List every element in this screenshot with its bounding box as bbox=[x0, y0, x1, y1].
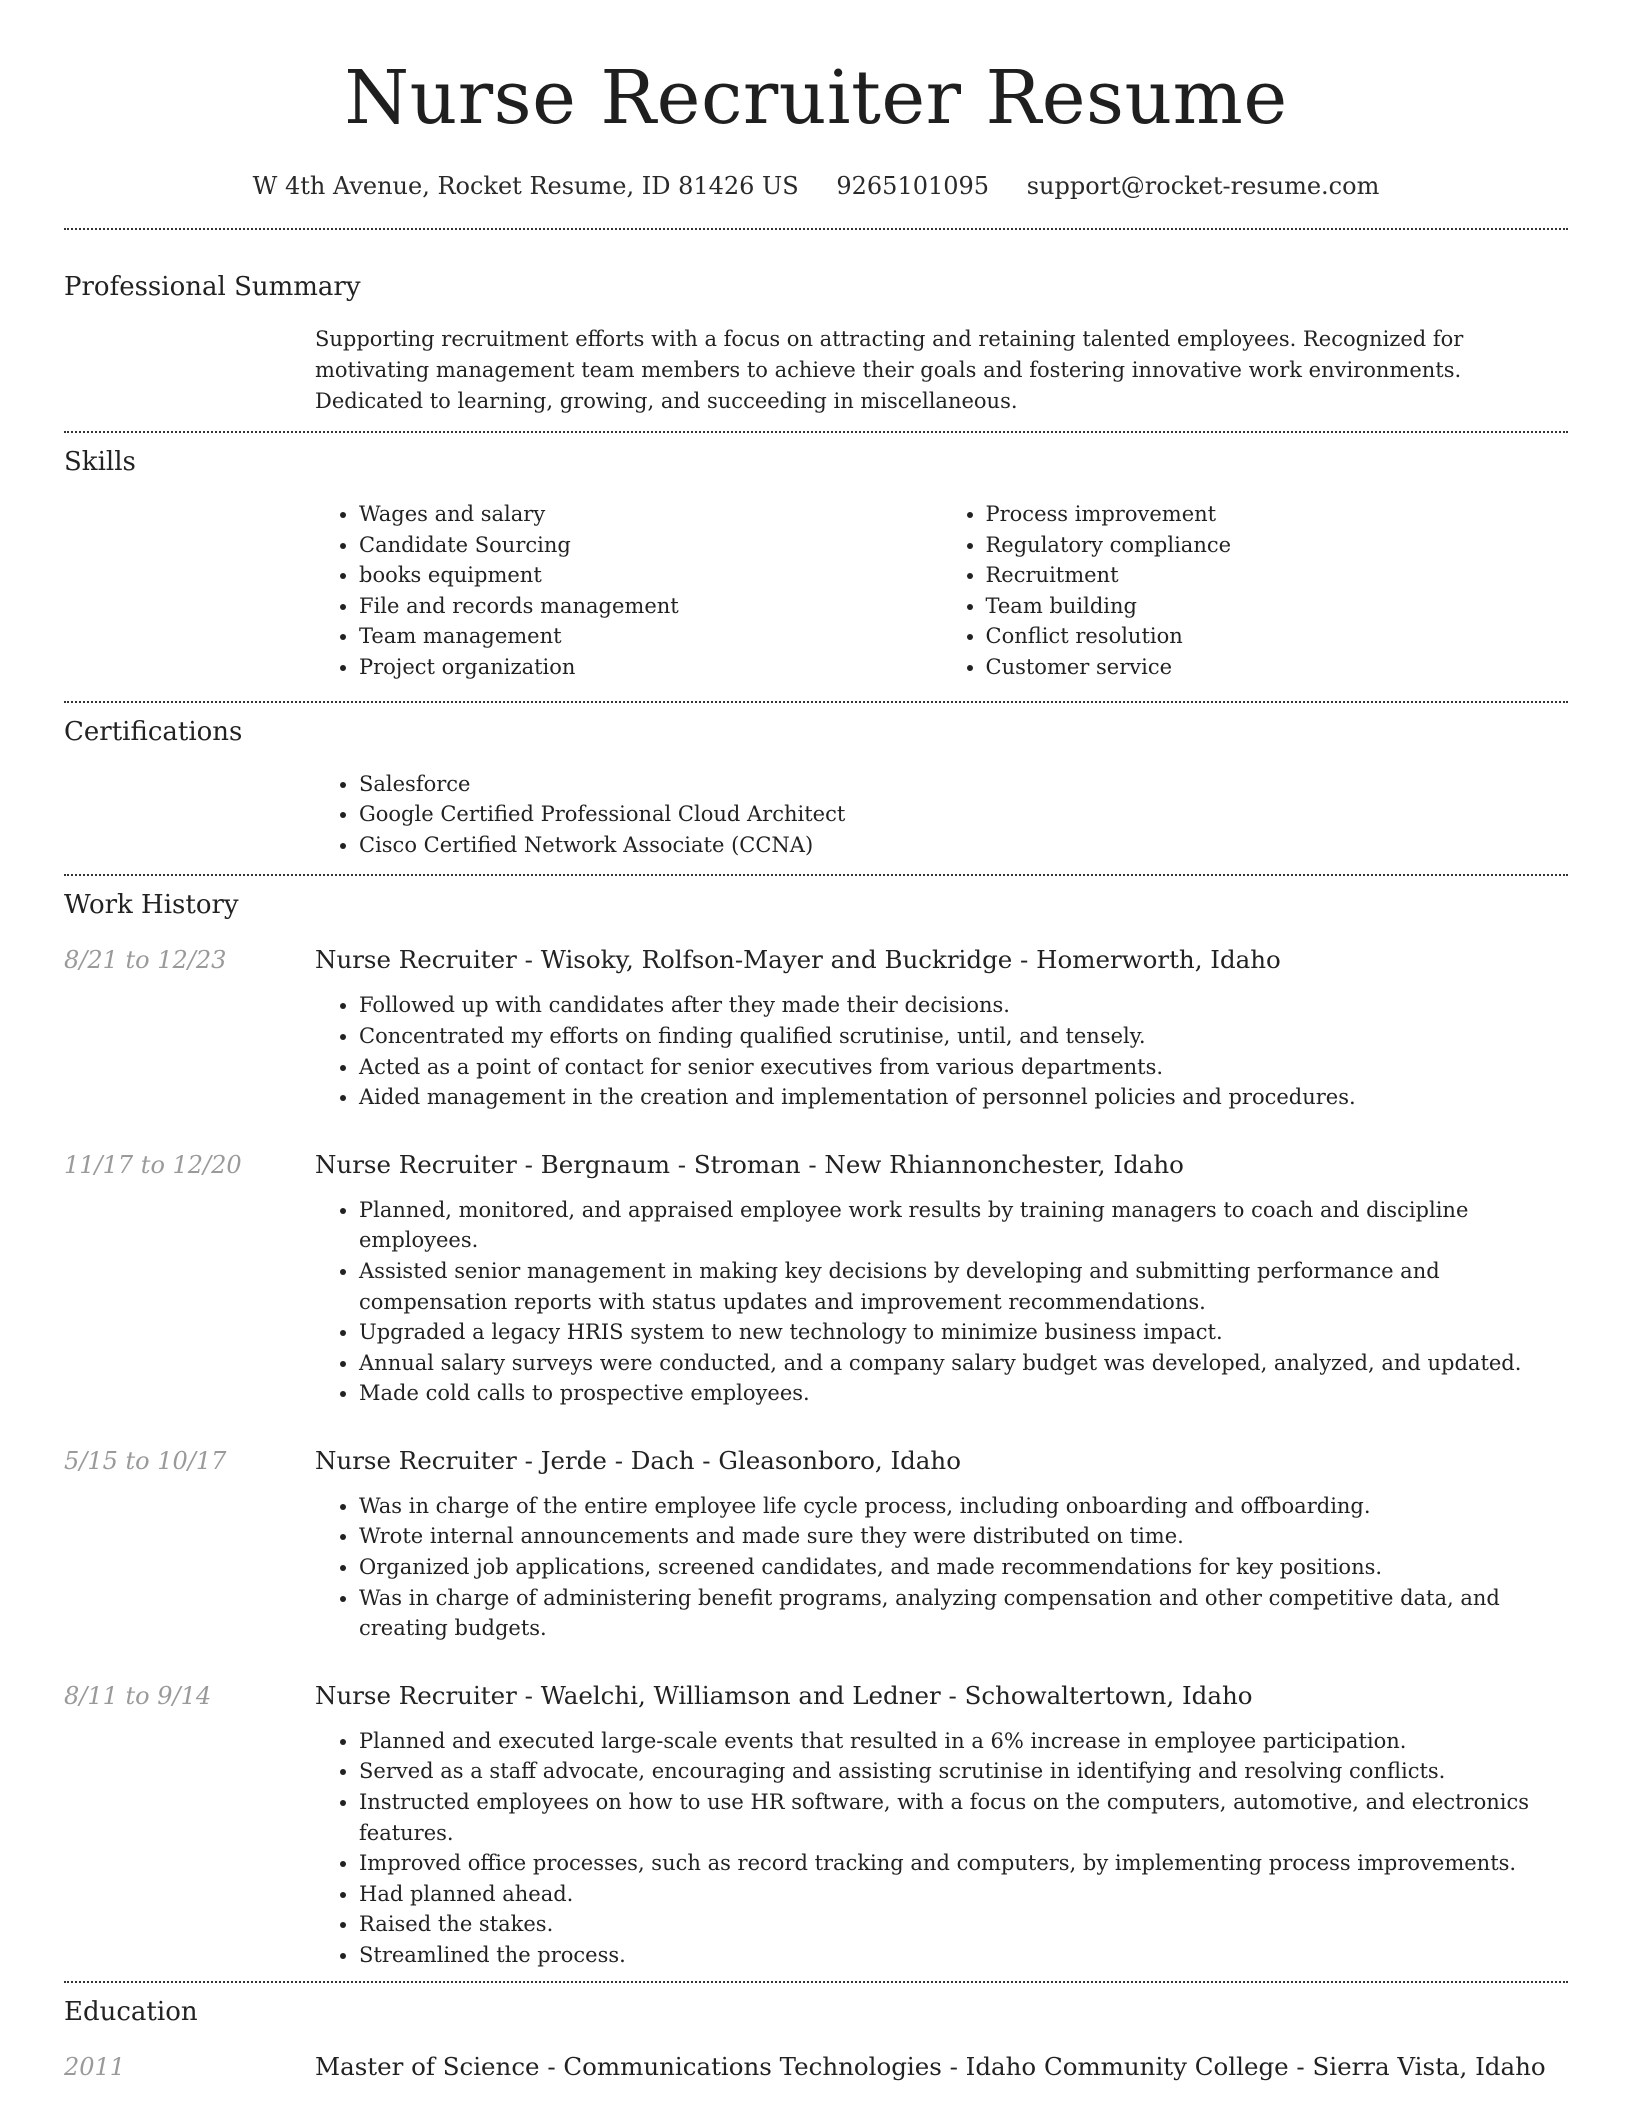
skills-section bbox=[64, 433, 1568, 701]
job-bullet: • Planned, monitored, and appraised employee work results by training managers to coach and discipline employees. bbox=[359, 1195, 1568, 1256]
job-bullet: • Aided management in the creation and implementation of personnel policies and procedures. bbox=[359, 1082, 1568, 1113]
education-entry bbox=[64, 2049, 1568, 2085]
certifications-heading: Certifications bbox=[64, 716, 243, 747]
summary-text: Supporting recruitment efforts with a focus on attracting and retaining talented employees. Recognized for motivating management team members to achieve their goals and fostering innovative work environments. Dedicated to learning, growing, and succeeding in miscellaneous. bbox=[315, 327, 1464, 413]
skill-item: • Customer service bbox=[986, 652, 1569, 683]
skill-item: • Regulatory compliance bbox=[986, 530, 1569, 561]
skills-list-left bbox=[315, 499, 942, 683]
skill-item: • Project organization bbox=[359, 652, 942, 683]
skill-item: • Candidate Sourcing bbox=[359, 530, 942, 561]
job-bullet: • Organized job applications, screened candidates, and made recommendations for key positions. bbox=[359, 1552, 1568, 1583]
job-bullet: • Made cold calls to prospective employees. bbox=[359, 1378, 1568, 1409]
skill-item: • Team management bbox=[359, 621, 942, 652]
job-bullet: • Followed up with candidates after they made their decisions. bbox=[359, 990, 1568, 1021]
job-entry bbox=[64, 1443, 1568, 1644]
job-bullets bbox=[315, 1726, 1568, 1971]
contact-email: support@rocket-resume.com bbox=[1026, 172, 1380, 200]
contact-line bbox=[64, 168, 1568, 204]
skill-item: • Recruitment bbox=[986, 560, 1569, 591]
job-bullet: • Served as a staff advocate, encouraging and assisting scrutinise in identifying and resolving conflicts. bbox=[359, 1756, 1568, 1787]
skill-item: • books equipment bbox=[359, 560, 942, 591]
skill-item: • Conflict resolution bbox=[986, 621, 1569, 652]
education-section bbox=[64, 1983, 1568, 2085]
job-bullet: • Had planned ahead. bbox=[359, 1879, 1568, 1910]
skill-item: • Process improvement bbox=[986, 499, 1569, 530]
work-history-section bbox=[64, 876, 1568, 1980]
job-bullets bbox=[315, 1491, 1568, 1644]
job-bullet: • Was in charge of the entire employee life cycle process, including onboarding and offboarding. bbox=[359, 1491, 1568, 1522]
job-bullet: • Raised the stakes. bbox=[359, 1909, 1568, 1940]
skills-list-right bbox=[942, 499, 1569, 683]
job-bullet: • Assisted senior management in making key decisions by developing and submitting performance and compensation reports with status updates and improvement recommendations. bbox=[359, 1256, 1568, 1317]
skill-item: • Wages and salary bbox=[359, 499, 942, 530]
resume-title: Nurse Recruiter Resume bbox=[344, 55, 1288, 141]
job-bullet: • Upgraded a legacy HRIS system to new technology to minimize business impact. bbox=[359, 1317, 1568, 1348]
resume-page bbox=[64, 0, 1568, 2085]
job-bullet: • Instructed employees on how to use HR software, with a focus on the computers, automotive, and electronics features. bbox=[359, 1787, 1568, 1848]
summary-heading: Professional Summary bbox=[64, 272, 361, 302]
job-date: 8/21 to 12/23 bbox=[64, 946, 227, 975]
job-title: Nurse Recruiter - Bergnaum - Stroman - New Rhiannonchester, Idaho bbox=[315, 1149, 1184, 1179]
certifications-section bbox=[64, 703, 1568, 875]
summary-section bbox=[64, 230, 1568, 431]
job-entry bbox=[64, 1147, 1568, 1409]
education-heading: Education bbox=[64, 1996, 198, 2027]
certification-item: • Salesforce bbox=[359, 769, 1568, 800]
job-bullet: • Concentrated my efforts on finding qualified scrutinise, until, and tensely. bbox=[359, 1021, 1568, 1052]
certifications-list bbox=[315, 769, 1568, 861]
job-bullet: • Improved office processes, such as record tracking and computers, by implementing process improvements. bbox=[359, 1848, 1568, 1879]
job-bullet: • Streamlined the process. bbox=[359, 1940, 1568, 1971]
contact-address: W 4th Avenue, Rocket Resume, ID 81426 US bbox=[252, 172, 799, 200]
job-title: Nurse Recruiter - Wisoky, Rolfson-Mayer and Buckridge - Homerworth, Idaho bbox=[315, 945, 1281, 975]
job-entry bbox=[64, 1678, 1568, 1971]
work-history-heading: Work History bbox=[64, 890, 239, 921]
job-bullets bbox=[315, 1195, 1568, 1409]
job-date: 5/15 to 10/17 bbox=[64, 1446, 227, 1475]
job-title: Nurse Recruiter - Jerde - Dach - Gleasonboro, Idaho bbox=[315, 1445, 961, 1475]
job-entry bbox=[64, 942, 1568, 1112]
job-date: 8/11 to 9/14 bbox=[64, 1681, 212, 1710]
certification-item: • Google Certified Professional Cloud Architect bbox=[359, 799, 1568, 830]
skill-item: • File and records management bbox=[359, 591, 942, 622]
job-bullet: • Wrote internal announcements and made sure they were distributed on time. bbox=[359, 1521, 1568, 1552]
skills-heading: Skills bbox=[64, 447, 136, 477]
education-degree: Master of Science - Communications Technologies - Idaho Community College - Sierra Vista, Idaho bbox=[315, 2051, 1546, 2081]
job-bullet: • Annual salary surveys were conducted, and a company salary budget was developed, analyzed, and updated. bbox=[359, 1348, 1568, 1379]
contact-phone: 9265101095 bbox=[836, 172, 990, 200]
job-bullet: • Was in charge of administering benefit programs, analyzing compensation and other competitive data, and creating budgets. bbox=[359, 1583, 1568, 1644]
job-title: Nurse Recruiter - Waelchi, Williamson and Ledner - Schowaltertown, Idaho bbox=[315, 1680, 1253, 1710]
job-bullet: • Acted as a point of contact for senior executives from various departments. bbox=[359, 1052, 1568, 1083]
education-date: 2011 bbox=[64, 2052, 126, 2081]
job-bullets bbox=[315, 990, 1568, 1112]
certification-item: • Cisco Certified Network Associate (CCNA) bbox=[359, 830, 1568, 861]
job-bullet: • Planned and executed large-scale events that resulted in a 6% increase in employee participation. bbox=[359, 1726, 1568, 1757]
job-date: 11/17 to 12/20 bbox=[64, 1150, 242, 1179]
skill-item: • Team building bbox=[986, 591, 1569, 622]
